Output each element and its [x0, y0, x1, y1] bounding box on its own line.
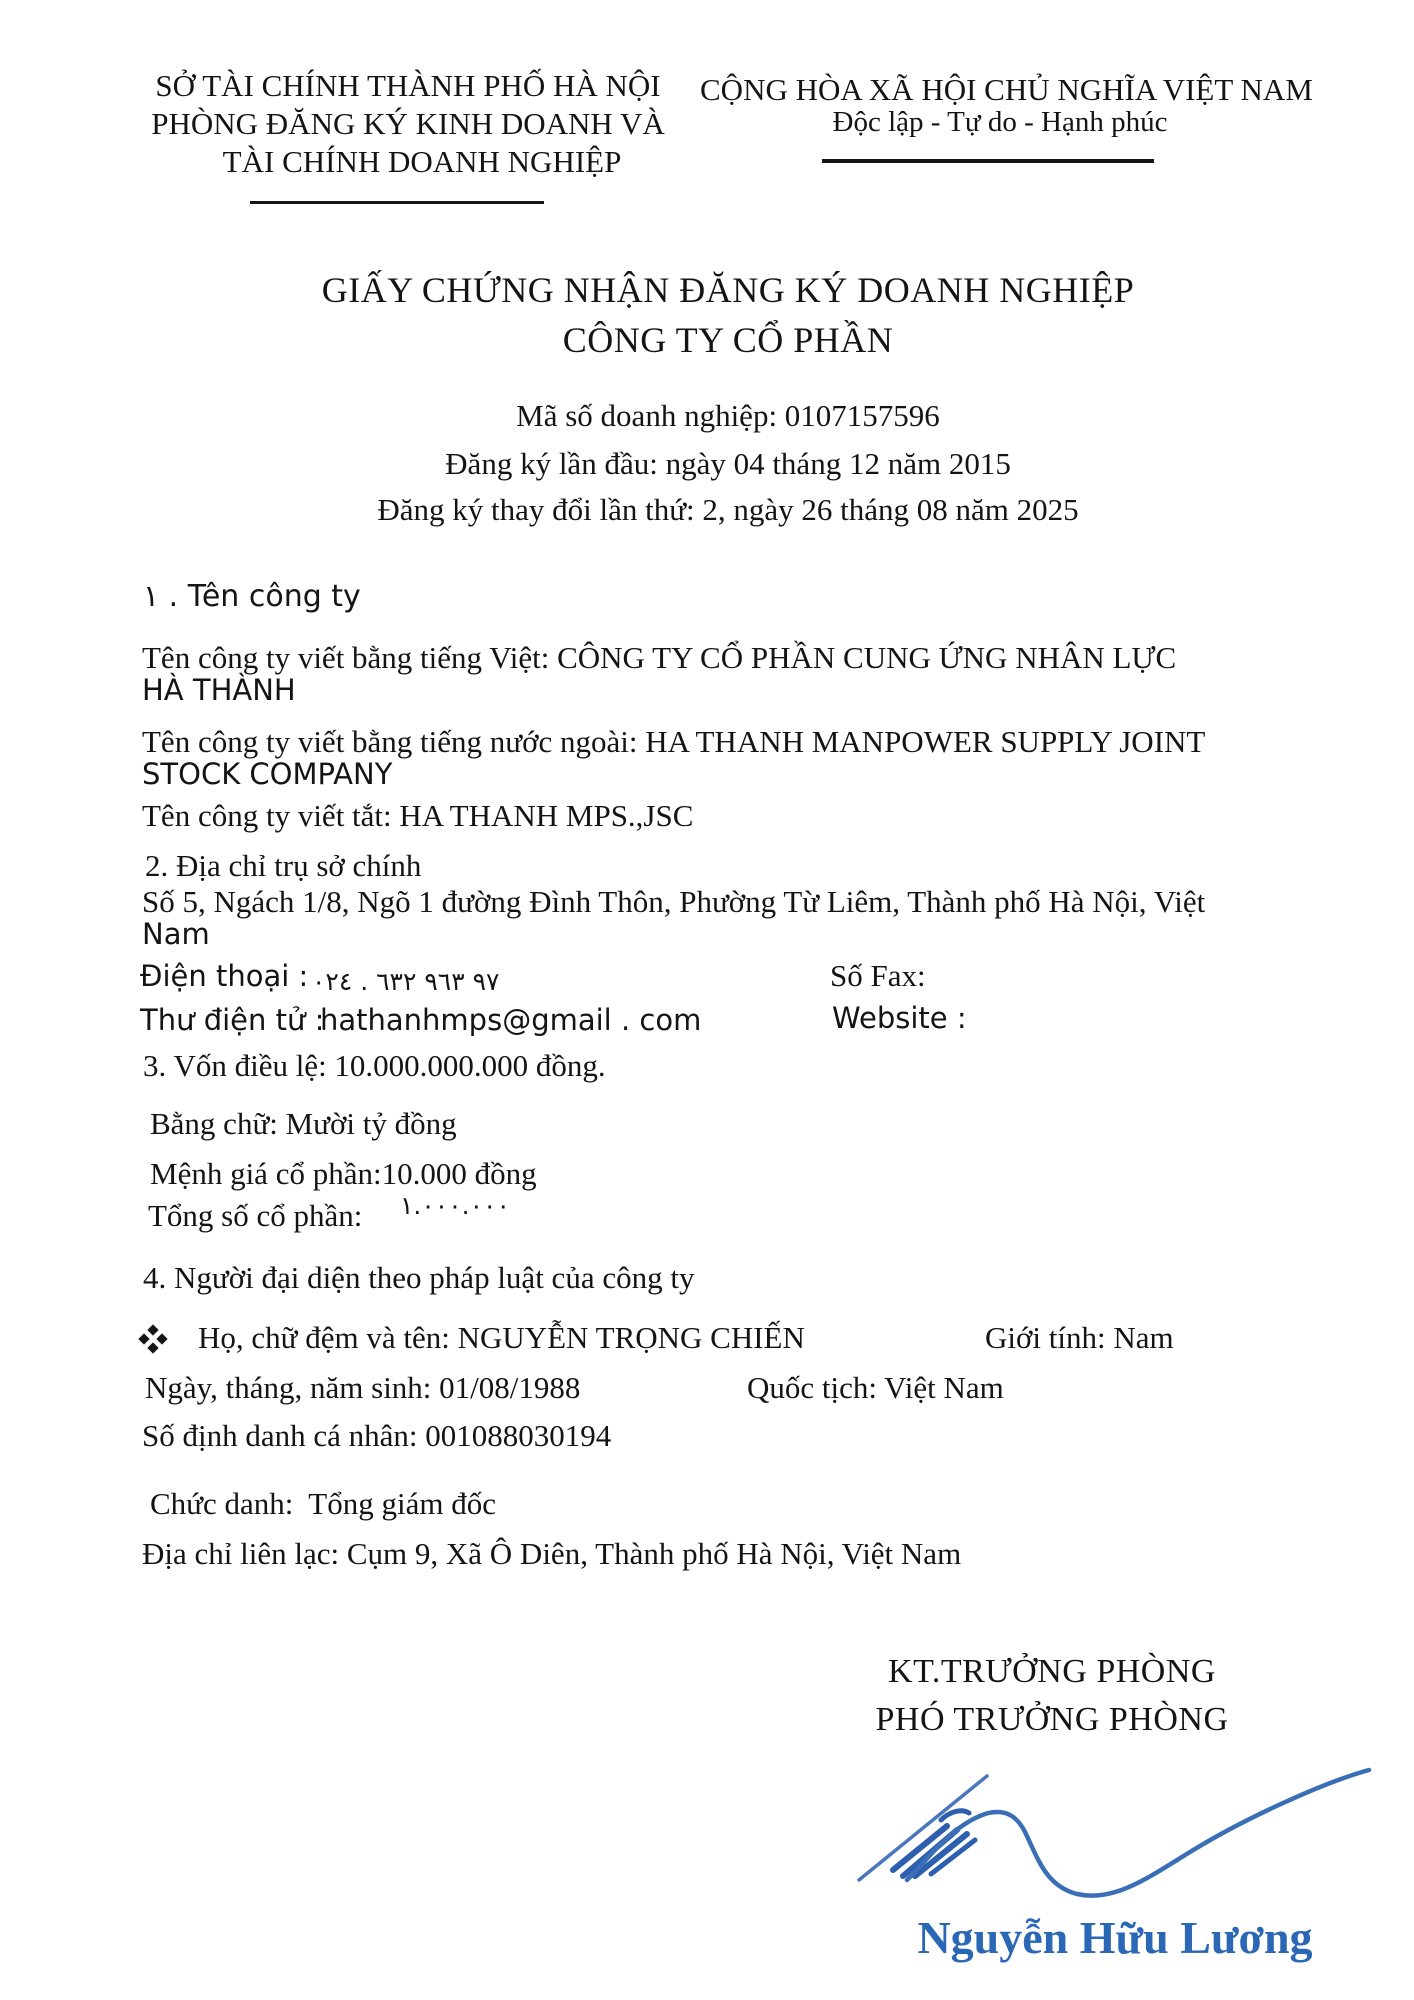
foreign-name-line-1: Tên công ty viết bằng tiếng nước ngoài: HA THANH MANPOWER SUPPLY JOINT: [142, 724, 1206, 759]
handwritten-signature-icon: [845, 1758, 1385, 1908]
website-label: Website :: [832, 1001, 967, 1035]
capital-in-words: Bằng chữ: Mười tỷ đồng: [150, 1106, 457, 1141]
section1-heading: ١ . Tên công ty: [143, 579, 361, 614]
phone-value: ٠٢٤ . ٦٣٢ ٩٦٣ ٩٧: [312, 967, 500, 996]
national-motto-line-2: Độc lập - Tự do - Hạnh phúc: [832, 106, 1168, 138]
issuer-underline: [250, 201, 544, 204]
section4-heading: 4. Người đại diện theo pháp luật của công ty: [143, 1260, 695, 1295]
representative-contact-address: Địa chỉ liên lạc: Cụm 9, Xã Ô Diên, Thành phố Hà Nội, Việt Nam: [142, 1536, 962, 1571]
national-motto-line-1: CỘNG HÒA XÃ HỘI CHỦ NGHĨA VIỆT NAM: [700, 72, 1313, 107]
issuer-line-1: SỞ TÀI CHÍNH THÀNH PHỐ HÀ NỘI: [155, 68, 661, 103]
email-value: hathanhmps@gmail . com: [320, 1003, 702, 1037]
signatory-title-2: PHÓ TRƯỞNG PHÒNG: [875, 1701, 1229, 1738]
diamond-bullet-icon: [140, 1326, 166, 1352]
foreign-name-line-2: STOCK COMPANY: [142, 757, 393, 791]
address-line-1: Số 5, Ngách 1/8, Ngõ 1 đường Đình Thôn, Phường Từ Liêm, Thành phố Hà Nội, Việt: [142, 884, 1206, 919]
fax-label: Số Fax:: [830, 958, 926, 993]
section2-heading: 2. Địa chỉ trụ sở chính: [145, 848, 422, 883]
email-label: Thư điện tử :: [140, 1003, 325, 1037]
issuer-line-3: TÀI CHÍNH DOANH NGHIỆP: [222, 144, 622, 179]
enterprise-code: Mã số doanh nghiệp: 0107157596: [516, 398, 940, 433]
total-shares-value: ١.٠٠٠.٠٠٠: [400, 1191, 510, 1220]
vietnamese-name-line-1: Tên công ty viết bằng tiếng Việt: CÔNG TY CỔ PHẦN CUNG ỨNG NHÂN LỰC: [142, 640, 1177, 675]
share-par-value: Mệnh giá cổ phần:10.000 đồng: [150, 1156, 537, 1191]
representative-position: Chức danh: Tổng giám đốc: [150, 1486, 496, 1521]
address-line-2: Nam: [142, 917, 210, 951]
abbreviated-name: Tên công ty viết tắt: HA THANH MPS.,JSC: [142, 798, 694, 833]
representative-name: Họ, chữ đệm và tên: NGUYỄN TRỌNG CHIẾN: [198, 1320, 805, 1355]
total-shares-label: Tổng số cổ phần:: [148, 1198, 363, 1233]
representative-nationality: Quốc tịch: Việt Nam: [747, 1370, 1004, 1405]
motto-underline: [822, 159, 1154, 163]
vietnamese-name-line-2: HÀ THÀNH: [142, 673, 296, 707]
first-registration-date: Đăng ký lần đầu: ngày 04 tháng 12 năm 2015: [445, 446, 1011, 481]
signatory-title-1: KT.TRƯỞNG PHÒNG: [888, 1653, 1216, 1690]
representative-dob: Ngày, tháng, năm sinh: 01/08/1988: [145, 1370, 581, 1405]
amendment-registration: Đăng ký thay đổi lần thứ: 2, ngày 26 tháng 08 năm 2025: [377, 492, 1079, 527]
phone-label: Điện thoại :: [140, 959, 309, 993]
certificate-title-line-1: GIẤY CHỨNG NHẬN ĐĂNG KÝ DOANH NGHIỆP: [321, 270, 1135, 310]
signatory-name: Nguyễn Hữu Lương: [917, 1912, 1313, 1963]
representative-gender: Giới tính: Nam: [985, 1320, 1174, 1355]
representative-id-number: Số định danh cá nhân: 001088030194: [142, 1418, 612, 1453]
section3-heading: 3. Vốn điều lệ: 10.000.000.000 đồng.: [143, 1048, 606, 1083]
issuer-line-2: PHÒNG ĐĂNG KÝ KINH DOANH VÀ: [151, 106, 665, 141]
certificate-title-line-2: CÔNG TY CỔ PHẦN: [562, 320, 894, 360]
